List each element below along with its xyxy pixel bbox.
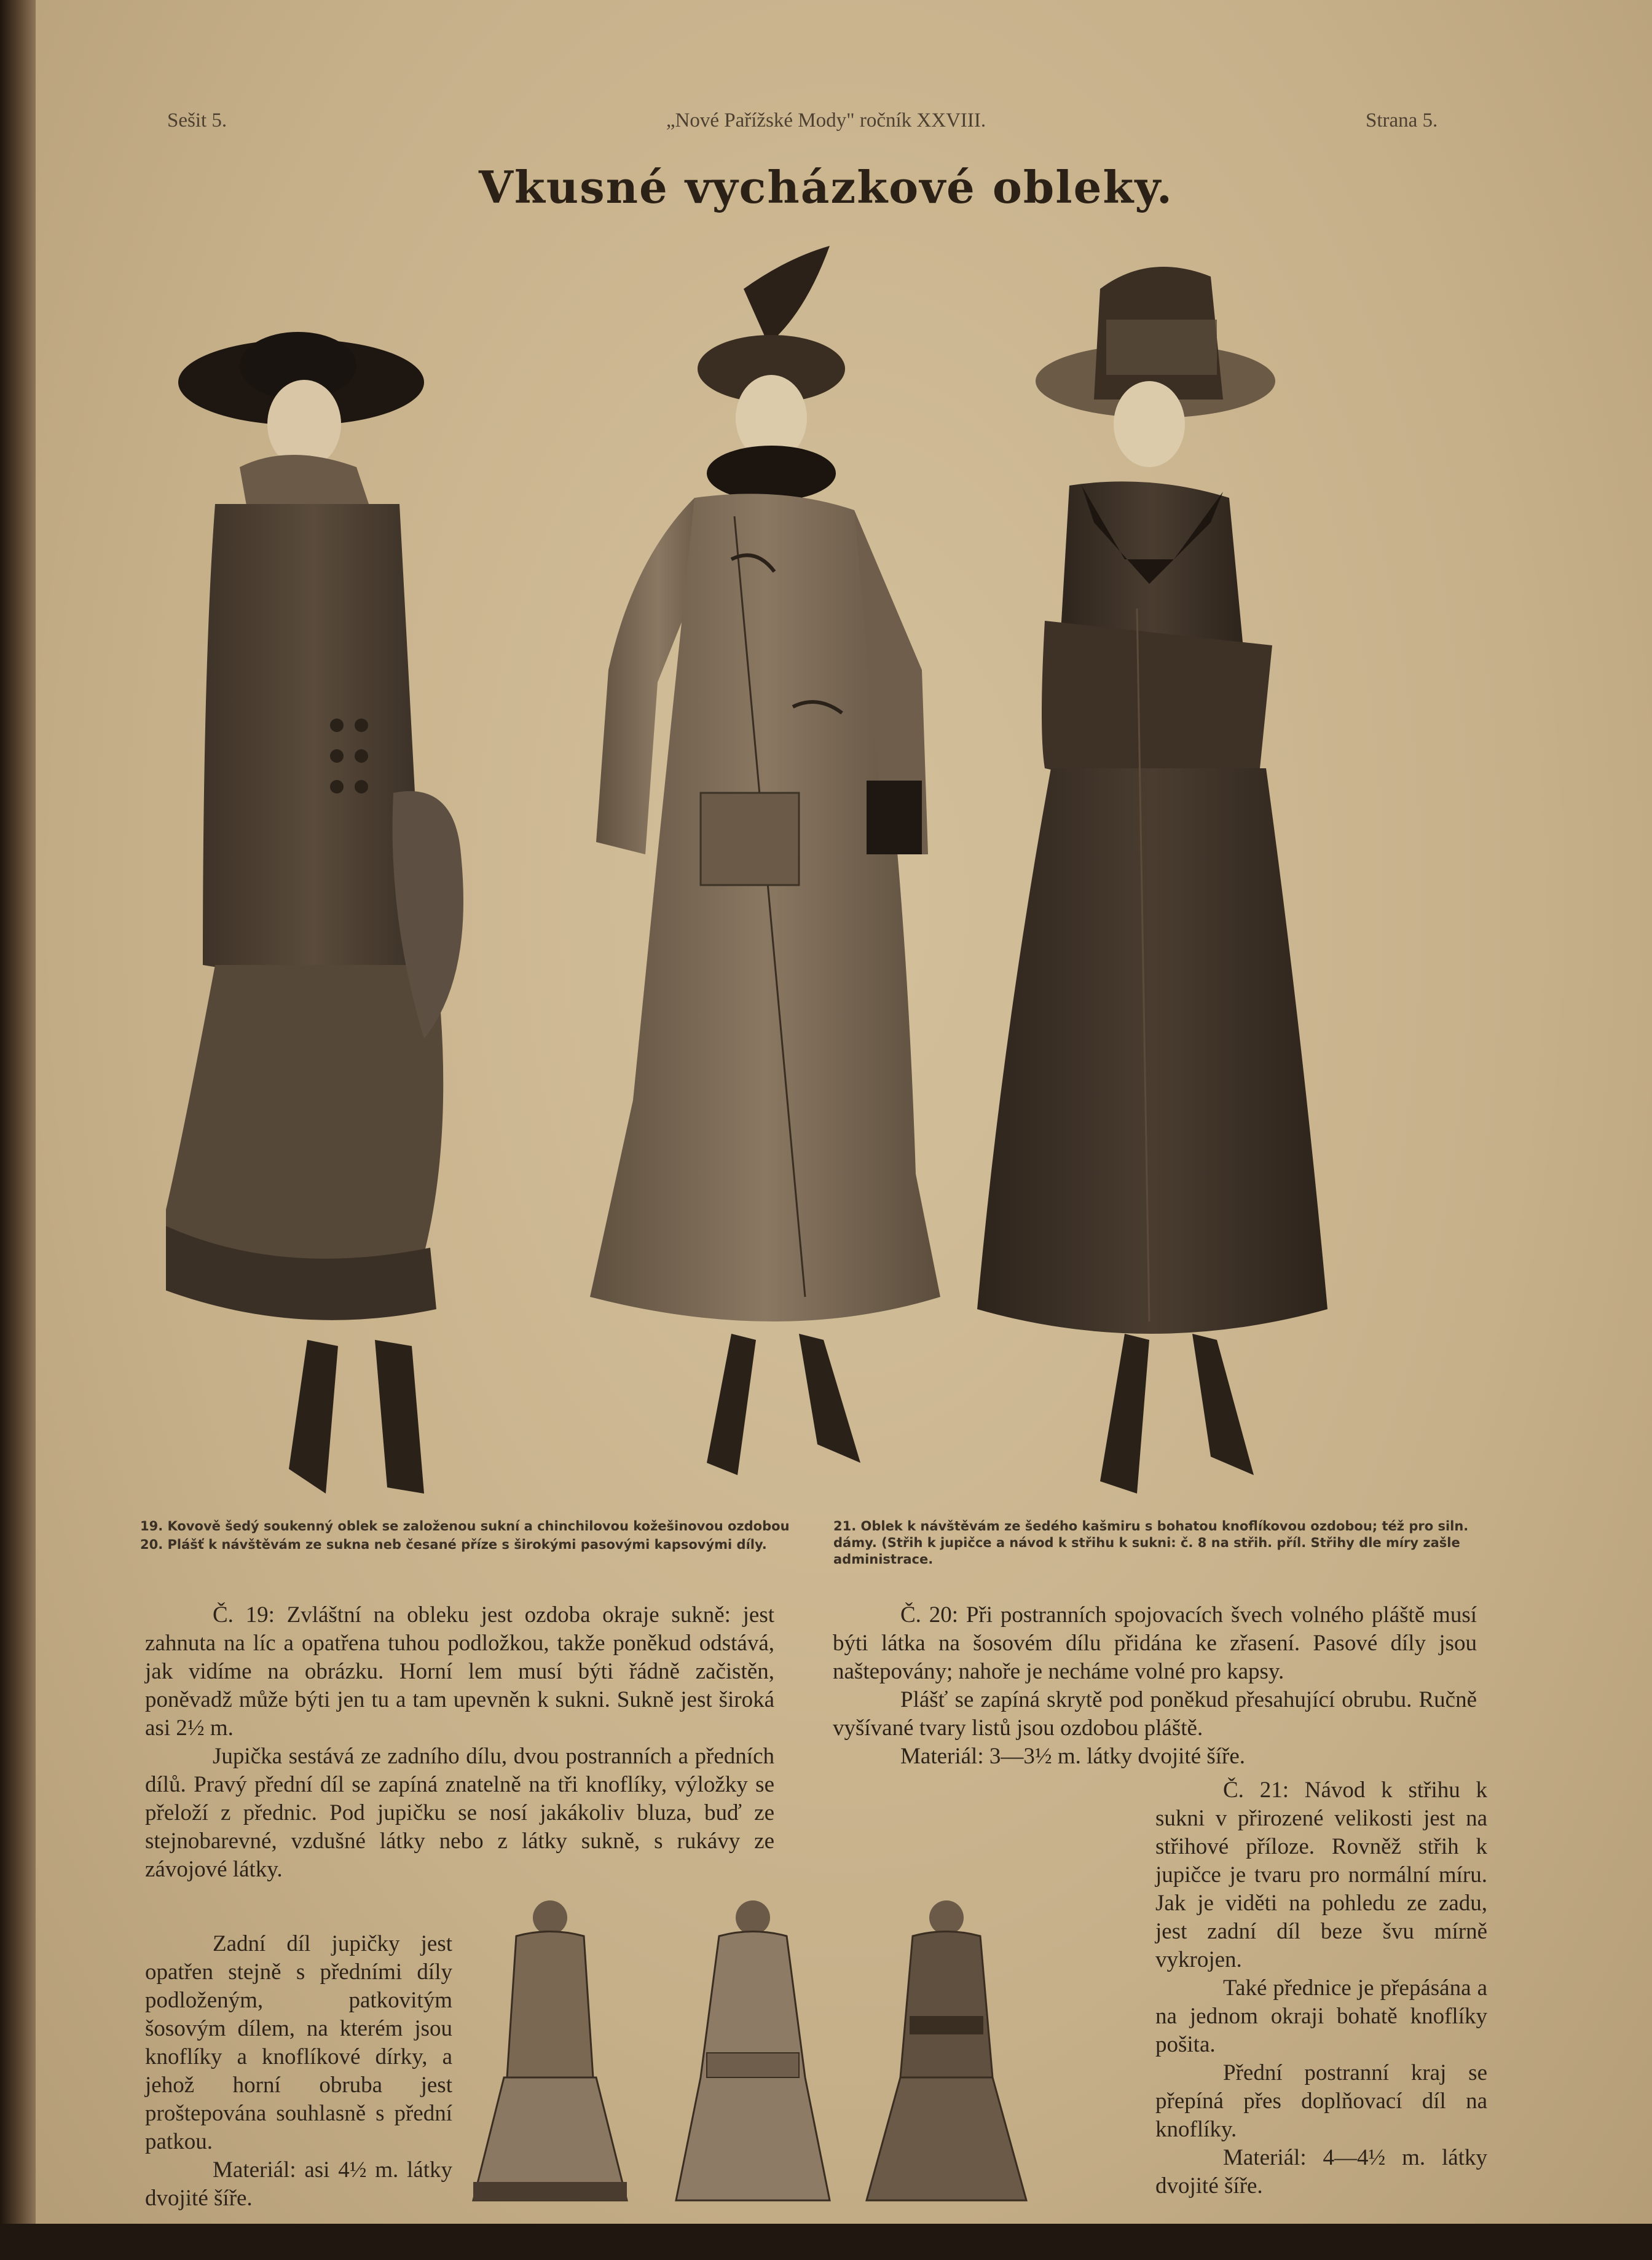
paragraph-material-21: Materiál: 4—4½ m. látky dvojité šíře.: [1155, 2145, 1487, 2199]
back-view-19: [473, 1900, 627, 2200]
paragraph-back-piece: Zadní díl jupičky jest opatřen stejně s předními díly podloženým, patkovitým šosovým dílem, na kterém jsou knoflíky a knoflíkové dírky, a jehož horní obruba jest proštepována souhlasně s přední patkou.: [145, 1931, 452, 2154]
paragraph-no21: Č. 21: Návod k střihu k sukni v přirozené velikosti jest na střihové příloze. Rovněž střih k jupičce je tvaru pro normální míru. Jak je viděti na pohledu ze zadu, jest zadní díl beze švu mírně vykrojen.: [1155, 1778, 1487, 1972]
back-view-20: [676, 1900, 830, 2200]
figure-21: [977, 267, 1328, 1494]
caption-figure-19: 19. Kovově šedý soukenný oblek se založenou sukní a chinchilovou kožešinovou ozdobou: [140, 1519, 790, 1534]
page-title: Vkusné vycházkové obleky.: [479, 161, 1173, 213]
paragraph-material-20: Materiál: 3—3½ m. látky dvojité šíře.: [900, 1744, 1246, 1769]
paragraph-no19: Č. 19: Zvláštní na obleku jest ozdoba okraje sukně: jest zahnuta na líc a opatřena tuhou podložkou, takže poněkud odstává, jak vidíme na obrázku. Horní lem musí býti řádně začistěn, poněvadž může býti jen tu a tam upevněn k sukni. Sukně jest široká asi 2½ m.: [145, 1602, 774, 1741]
paragraph-no20: Č. 20: Při postranních spojovacích švech volného pláště musí býti látka na šosovém dílu přidána ke zřasení. Pasové díly jsou naštepovány; nahoře je necháme volné pro kapsy.: [833, 1602, 1477, 1684]
page-bottom-edge: [0, 2224, 1652, 2260]
fashion-illustration: [166, 240, 1371, 1506]
paragraph-jacket: Jupička sestává ze zadního dílu, dvou postranních a předních dílů. Pravý přední díl se zapíná znatelně na tři knoflíky, výložky se přeloží z přednic. Pod jupičku se nosí jakákoliv bluza, buď ze stejnobarevné, vzdušné látky nebo z látky sukně, s rukávy ze závojové látky.: [145, 1744, 774, 1882]
left-column: [145, 1601, 774, 1884]
caption-figure-20: 20. Plášť k návštěvám ze sukna neb česané příze s širokými pasovými kapsovými díly.: [140, 1537, 767, 1552]
book-spine: [0, 0, 36, 2260]
left-column-narrow: [145, 1930, 452, 2213]
right-column: [833, 1601, 1477, 1771]
paragraph-coat-closure: Plášť se zapíná skrytě pod poněkud přesahující obrubu. Ručně vyšívané tvary listů jsou ozdobou pláště.: [833, 1687, 1477, 1741]
paragraph-side-edge: Přední postranní kraj se přepíná přes doplňovací díl na knoflíky.: [1155, 2060, 1487, 2142]
header-page-number: Strana 5.: [1366, 109, 1438, 132]
figure-20: [590, 246, 940, 1475]
header-journal: „Nové Pařížské Mody" ročník XXVIII.: [666, 109, 986, 132]
back-view-sketches: [461, 1893, 1045, 2207]
paragraph-front-belt: Také přednice je přepásána a na jednom okraji bohatě knoflíky pošita.: [1155, 1975, 1487, 2057]
figure-19: [166, 332, 463, 1494]
header-issue: Sešit 5.: [167, 109, 227, 132]
back-view-21: [867, 1900, 1026, 2200]
right-column-narrow: [1155, 1776, 1487, 2200]
caption-figure-21: 21. Oblek k návštěvám ze šedého kašmiru s bohatou knoflíkovou ozdobou; též pro siln. dámy. (Střih k jupičce a návod k střihu k sukni: č. 8 na střih. příl. Střihy dle míry zašle administrace.: [833, 1519, 1469, 1567]
paragraph-material-19: Materiál: asi 4½ m. látky dvojité šíře.: [145, 2157, 452, 2211]
